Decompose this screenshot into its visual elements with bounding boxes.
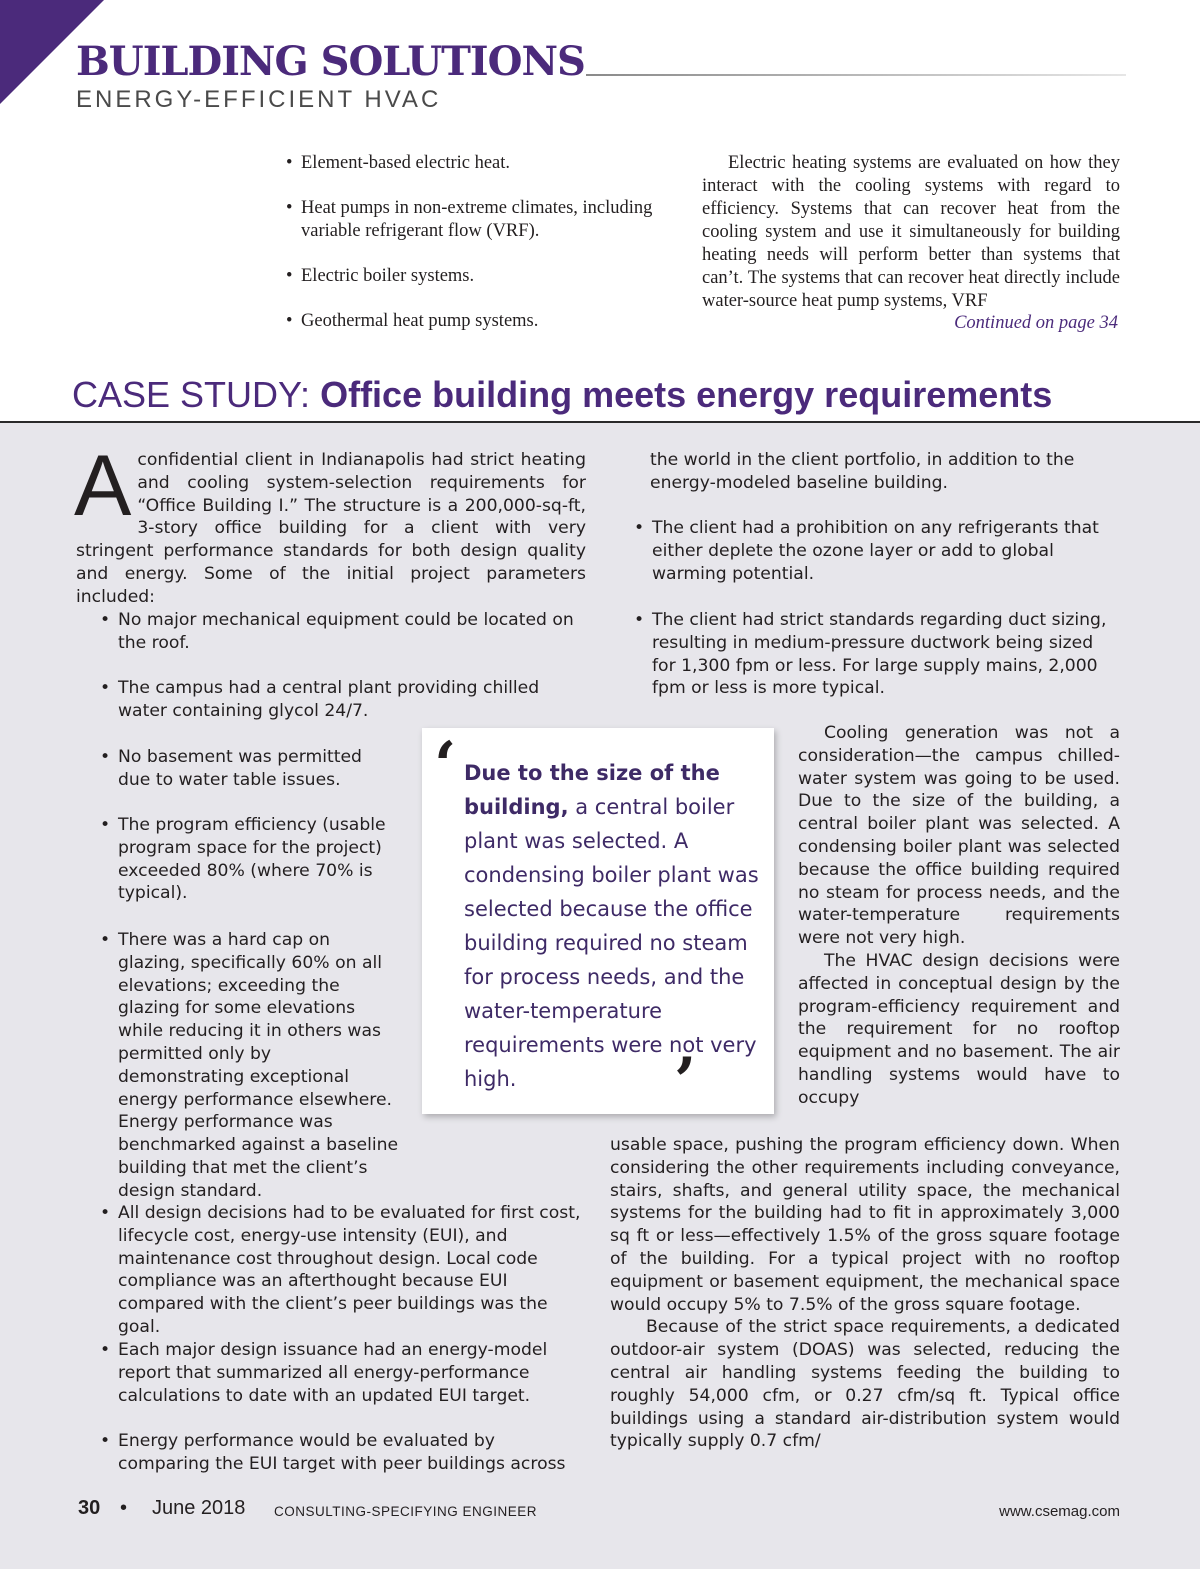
- header-divider: [586, 74, 1126, 76]
- section-title: BUILDING SOLUTIONS: [76, 38, 585, 85]
- paragraph: Because of the strict space requirements, a dedicated outdoor-air system (DOAS) was selected, reducing the central air handling systems feeding the building to roughly 54,000 cfm, or 0.27 cfm/sq ft. Typical office buildings using a standard air-distribution system would typically supply 0.7 cfm/: [610, 1317, 1120, 1452]
- paragraph: Cooling generation was not a consideration—the campus chilled-water system was going to be used. Due to the size of the building, a central boiler plant was selected. A condensing boiler plant was selected because the office building required no steam for process needs, and the water-temperature requirements were not very high.: [798, 723, 1120, 949]
- list-item: • All design decisions had to be evaluated for first cost, lifecycle cost, energy-use intensity (EUI), and maintenance cost throughout design. Local code compliance was an afterthought because EUI compared with the client’s peer buildings was the goal.: [96, 1202, 584, 1339]
- intro-text: confidential client in Indianapolis had strict heating and cooling system-selection requirements for “Office Building I.” The structure is a 200,000-sq-ft, 3-story office building for a client with very stringent performance standards for both design quality and energy. Some of the initial project parameters included:: [76, 450, 586, 607]
- case-study-title: Office building meets energy requirements: [320, 374, 1053, 415]
- footer-separator: •: [120, 1497, 128, 1519]
- glazing-bullet-text: • There was a hard cap on glazing, specifically 60% on all elevations; exceeding the glazing for some elevations while reducing it in others was permitted only by demonstrating exceptional energy performance elsewhere. Energy performance was benchmarked against a baseline building that met the client’s design standard.: [118, 930, 399, 1201]
- website-link[interactable]: www.csemag.com: [999, 1503, 1120, 1520]
- magazine-name: CONSULTING-SPECIFYING ENGINEER: [274, 1504, 538, 1519]
- list-item: • Each major design issuance had an energy-model report that summarized all energy-performance calculations to date with an updated EUI target.: [96, 1339, 584, 1407]
- list-item: • The campus had a central plant providing chilled water containing glycol 24/7.: [96, 677, 584, 723]
- list-item: • No major mechanical equipment could be located on the roof.: [96, 609, 584, 655]
- drop-cap: A: [74, 438, 132, 534]
- list-item: • Element-based electric heat.: [286, 152, 666, 175]
- pull-quote-text: [464, 756, 764, 1096]
- list-item: • The client had strict standards regarding duct sizing, resulting in medium-pressure ductwork being sized for 1,300 fpm or less. For large supply mains, 2,000 fpm or less is more typical.: [630, 609, 1120, 700]
- list-item: • Electric boiler systems.: [286, 265, 666, 288]
- list-item: • The program efficiency (usable program space for the project) exceeded 80% (where 70% is typical).: [96, 814, 396, 905]
- paragraph: The HVAC design decisions were affected in conceptual design by the program-efficiency requirement and the requirement for no rooftop equipment and no basement. The air handling systems would have to occupy: [798, 950, 1120, 1108]
- page-number: 30: [78, 1497, 101, 1519]
- list-item: • Heat pumps in non-extreme climates, including variable refrigerant flow (VRF).: [286, 197, 666, 243]
- top-paragraph: Electric heating systems are evaluated on how they interact with the cooling systems with regard to efficiency. Systems that can recover heat from the cooling system and use it simultaneously for building heating needs will perform better than systems that can’t. The systems that can recover heat directly include water-source heat pump systems, VRF: [702, 153, 1120, 311]
- top-bullet-list: [286, 152, 666, 355]
- issue-date: June 2018: [152, 1497, 246, 1519]
- continued-link[interactable]: Continued on page 34: [954, 313, 1118, 333]
- case-study-heading: [72, 374, 1052, 416]
- right-continuation: the world in the client portfolio, in addition to the energy-modeled baseline building.: [650, 450, 1075, 493]
- pull-quote-lead: Due to the size of the building,: [464, 761, 720, 819]
- quote-close-mark: ’: [674, 1044, 697, 1119]
- pull-quote: [422, 728, 774, 1119]
- list-item: • Geothermal heat pump systems.: [286, 310, 666, 333]
- list-item: • No basement was permitted due to water table issues.: [96, 746, 396, 792]
- right-narrow-column: [798, 722, 1120, 1110]
- right-wide-column: [610, 1134, 1120, 1453]
- pull-quote-body: a central boiler plant was selected. A condensing boiler plant was selected because the office building required no steam for process needs, and the water-temperature requirements were not very high.: [464, 795, 759, 1091]
- intro-paragraph: [74, 438, 586, 609]
- quote-open-mark: ‘: [434, 728, 457, 803]
- paragraph: usable space, pushing the program efficiency down. When considering the other requirements including conveyance, stairs, shafts, and general utility space, the mechanical systems for the building had to fit in approximately 3,000 sq ft or less—effectively 1.5% of the gross square footage of the building. For a typical project with no rooftop equipment or basement equipment, the mechanical space would occupy 5% to 7.5% of the gross square footage.: [610, 1135, 1120, 1315]
- case-study-prefix: CASE STUDY:: [72, 374, 311, 415]
- section-subtitle: ENERGY-EFFICIENT HVAC: [76, 86, 442, 113]
- list-item: • The client had a prohibition on any refrigerants that either deplete the ozone layer or add to global warming potential.: [630, 517, 1120, 585]
- list-item: • Energy performance would be evaluated by comparing the EUI target with peer buildings across: [96, 1430, 584, 1476]
